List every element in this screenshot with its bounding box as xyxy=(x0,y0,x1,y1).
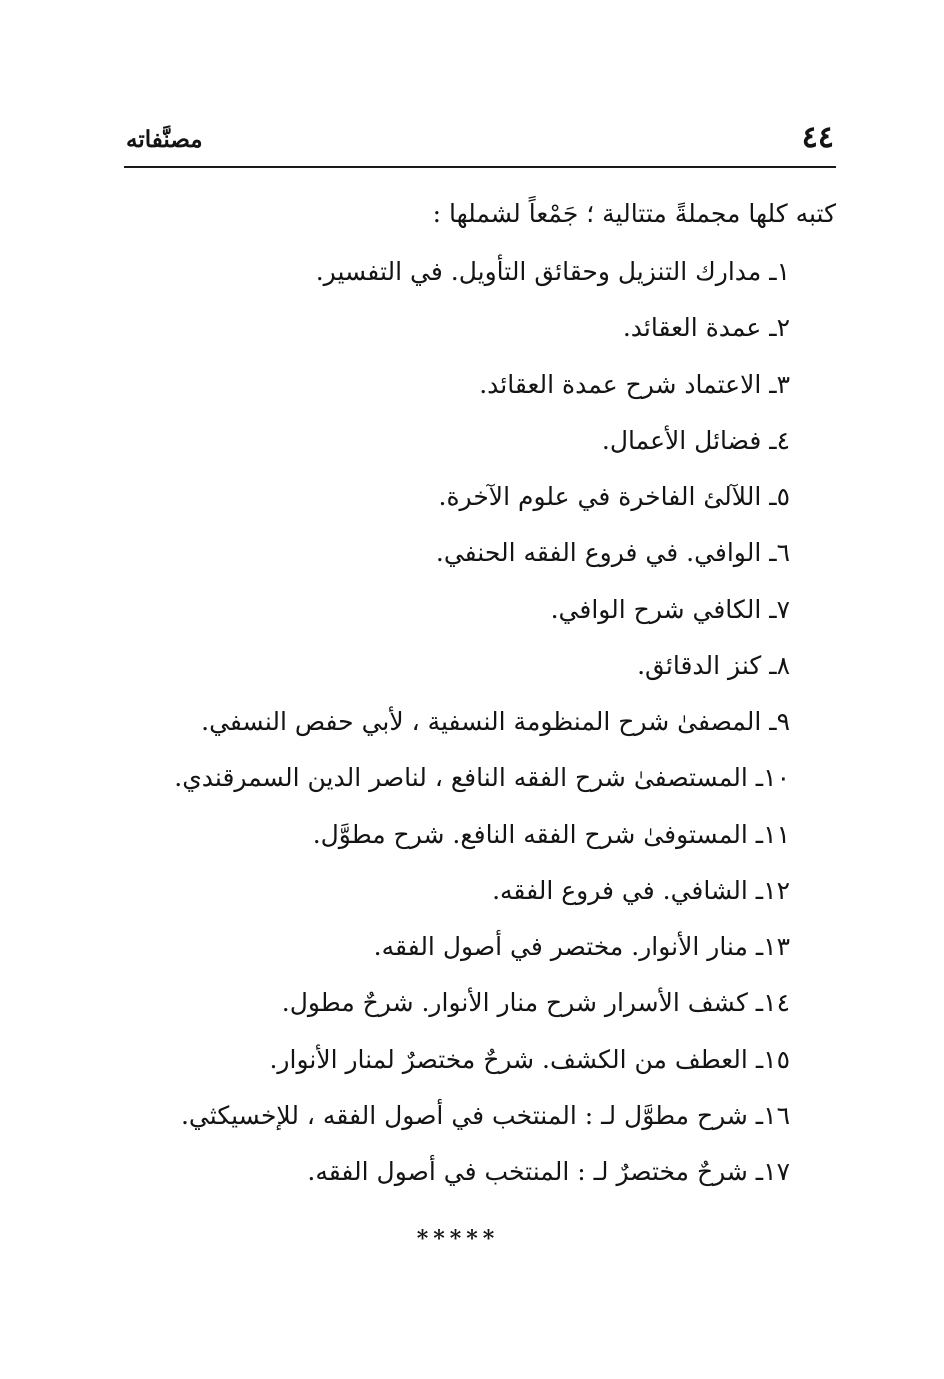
list-item: ١٦ـ شرح مطوَّل لـ : المنتخب في أصول الفقه ، للإخسيكثي. xyxy=(180,1100,790,1130)
list-item: ٦ـ الوافي. في فروع الفقه الحنفي. xyxy=(435,538,790,568)
intro-paragraph: كتبه كلها مجملةً متتالية ؛ جَمْعاً لشملها : xyxy=(432,199,836,228)
running-title: مصنَّفاته xyxy=(126,126,203,153)
list-item: ٩ـ المصفىٰ شرح المنظومة النسفية ، لأبي حفص النسفي. xyxy=(201,707,790,736)
list-item: ٥ـ اللآلئ الفاخرة في علوم الآخرة. xyxy=(438,482,790,511)
list-item: ١٠ـ المستصفىٰ شرح الفقه النافع ، لناصر الدين السمرقندي. xyxy=(174,763,790,793)
list-item: ١٢ـ الشافي. في فروع الفقه. xyxy=(492,875,790,905)
page-header xyxy=(124,118,836,168)
list-item: ١٤ـ كشف الأسرار شرح منار الأنوار. شرحٌ مطول. xyxy=(281,988,790,1018)
list-item: ١٣ـ منار الأنوار. مختصر في أصول الفقه. xyxy=(373,932,790,961)
works-list xyxy=(110,248,790,1204)
list-item: ٢ـ عمدة العقائد. xyxy=(622,313,790,343)
section-end-asterism: ***** xyxy=(416,1226,500,1252)
list-item: ٨ـ كنز الدقائق. xyxy=(637,650,790,680)
list-item: ١١ـ المستوفىٰ شرح الفقه النافع. شرح مطوَّل. xyxy=(312,819,790,849)
list-item: ٧ـ الكافي شرح الوافي. xyxy=(550,594,790,624)
list-item: ١٥ـ العطف من الكشف. شرحٌ مختصرٌ لمنار الأنوار. xyxy=(269,1044,790,1074)
list-item: ١ـ مدارك التنزيل وحقائق التأويل. في التفسير. xyxy=(315,257,790,286)
page-number: ٤٤ xyxy=(801,120,834,155)
list-item: ٤ـ فضائل الأعمال. xyxy=(601,425,790,455)
list-item: ١٧ـ شرحٌ مختصرٌ لـ : المنتخب في أصول الفقه. xyxy=(307,1157,790,1186)
list-item: ٣ـ الاعتماد شرح عمدة العقائد. xyxy=(479,369,790,399)
